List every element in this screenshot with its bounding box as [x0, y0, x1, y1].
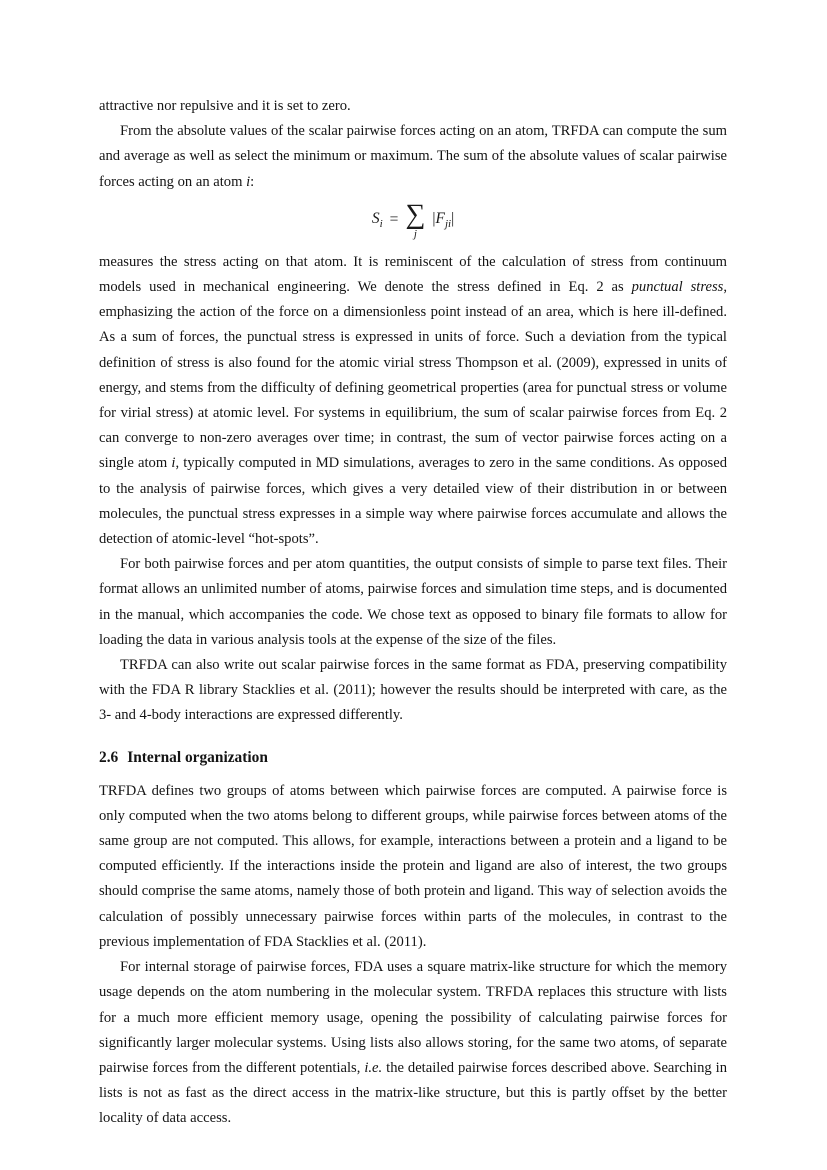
italic-text-run: i.e.	[364, 1059, 383, 1076]
text-run: For both pairwise forces and per atom quantities, the output consists of simple to parse text files. Their format allows an unlimited number of atoms, pairwise forces and simulation time steps, and is documented in the manual, which accompanies the code. We chose text as opposed to binary file formats to allow for loading the data in various analysis tools at the expense of the size of the files.	[99, 556, 727, 648]
paragraph	[99, 119, 727, 195]
section-number: 2.6	[99, 748, 119, 766]
sigma-icon: ∑	[405, 198, 426, 230]
text-run: For internal storage of pairwise forces, FDA uses a square matrix-like structure for which the memory usage depends on the atom numbering in the molecular system. TRFDA replaces this structure with lists for a much more efficient memory usage, opening the possibility of calculating pairwise forces for significantly larger molecular systems. Using lists also allows storing, for the same two atoms, of separate pairwise forces from the different potentials,	[99, 959, 727, 1076]
text-run: :	[250, 173, 255, 190]
text-run: attractive nor repulsive and it is set to zero.	[99, 98, 351, 114]
text-run: , emphasizing the action of the force on a dimensionless point instead of an area, which is here ill-defined. As a sum of forces, the punctual stress is expressed in units of force. Such a deviation from the typical definition of stress is also found for the atomic virial stress Thompson et al. (2009), expressed in units of energy, and stems from the difficulty of defining geometrical properties (area for punctual stress or volume for virial stress) at atomic level. For systems in equilibrium, the sum of scalar pairwise forces from Eq. 2 can converge to non-zero averages over time; in contrast, the sum of vector pairwise forces acting on a single atom	[99, 279, 727, 472]
blocks-after-equation	[99, 250, 727, 1132]
section-title: Internal organization	[127, 748, 268, 766]
text-run: the detailed pairwise forces described above. Searching in lists is not as fast as the direct access in the matrix-like structure, but this is partly offset by the better locality of data access.	[99, 1059, 727, 1127]
section-heading	[99, 745, 727, 770]
equation-rhs	[432, 210, 454, 230]
equation-rhs-symbol: F	[435, 210, 445, 228]
equation-rhs-subscript: ji	[444, 218, 452, 231]
paragraph	[99, 552, 727, 653]
paragraph	[99, 653, 727, 729]
paragraph	[99, 955, 727, 1131]
italic-text-run: punctual stress	[631, 279, 724, 296]
text-run: From the absolute values of the scalar pairwise forces acting on an atom, TRFDA can compute the sum and average as well as select the minimum or maximum. The sum of the absolute values of scalar pairwise forces acting on an atom	[99, 123, 727, 190]
equation	[99, 198, 727, 240]
equation-lhs-symbol: S	[371, 210, 380, 228]
abs-bar-left: |	[432, 210, 436, 228]
paragraph	[99, 94, 727, 119]
summation-symbol	[405, 198, 426, 240]
blocks-before-equation	[99, 94, 727, 195]
italic-text-run: i	[171, 455, 176, 472]
text-run: measures the stress acting on that atom. It is reminiscent of the calculation of stress from continuum models used in mechanical engineering. We denote the stress defined in Eq. 2 as	[99, 253, 727, 296]
equation-lhs	[372, 210, 383, 230]
text-run: TRFDA defines two groups of atoms between which pairwise forces are computed. A pairwise force is only computed when the two atoms belong to different groups, while pairwise forces between atoms of the same group are not computed. This allows, for example, interactions between a protein and a ligand to be computed efficiently. If the interactions inside the protein and ligand are also of interest, the two groups should comprise the same atoms, namely those of both protein and ligand. This way of selection avoids the calculation of possibly unnecessary pairwise forces within parts of the molecules, in contrast to the previous implementation of FDA Stacklies et al. (2011).	[99, 782, 727, 950]
paragraph	[99, 779, 727, 955]
equals-sign: =	[389, 211, 399, 229]
equation-lhs-subscript: i	[379, 218, 383, 231]
text-run: , typically computed in MD simulations, averages to zero in the same conditions. As opposed to the analysis of pairwise forces, which gives a very detailed view of their distribution in or between molecules, the punctual stress expresses in a simple way where pairwise forces accumulate and allows the detection of atomic-level “hot-spots”.	[99, 455, 727, 548]
paragraph	[99, 250, 727, 552]
abs-bar-right: |	[451, 210, 455, 228]
summation-index: j	[413, 227, 417, 240]
italic-text-run: i	[246, 173, 251, 190]
text-run: TRFDA can also write out scalar pairwise forces in the same format as FDA, preserving compatibility with the FDA R library Stacklies et al. (2011); however the results should be interpreted with care, as the 3- and 4-body interactions are expressed differently.	[99, 657, 727, 724]
